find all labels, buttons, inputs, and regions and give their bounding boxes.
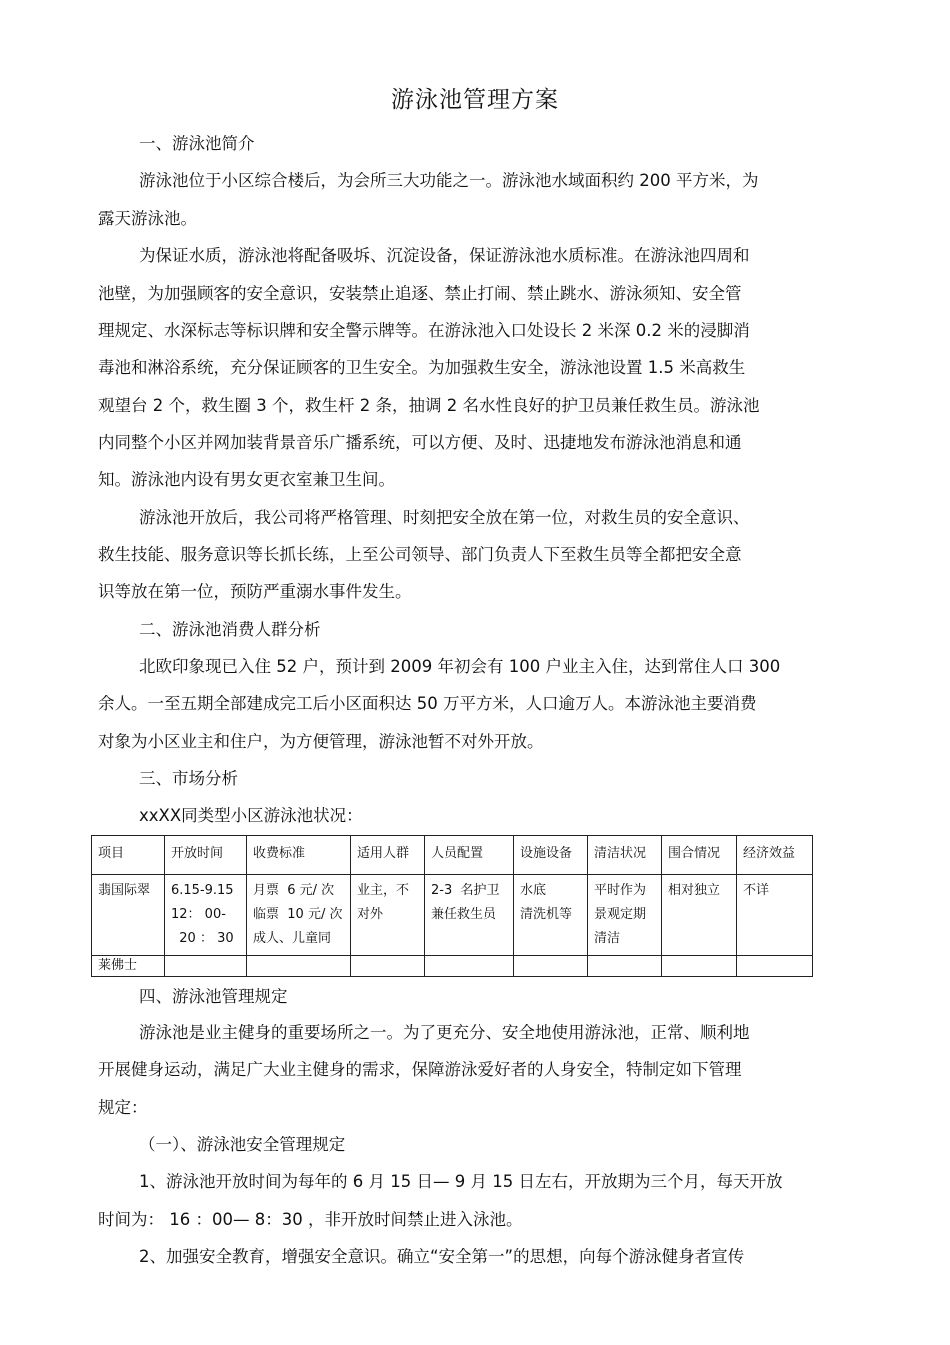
table-cell [737,956,813,977]
doc-title: 游泳池管理方案 [391,87,559,113]
table-cell [514,875,588,956]
table-cell [247,956,351,977]
table-header-cell: 清洁状况 [588,836,662,875]
paragraph-line: 理规定、水深标志等标识牌和安全警示牌等。在游泳池入口处设长 2 米深 0.2 米的浸脚消 [98,321,750,340]
table-cell [662,956,737,977]
section-heading: 二、游泳池消费人群分析 [139,620,321,639]
table-cell [165,875,247,956]
paragraph-line: 毒池和淋浴系统，充分保证顾客的卫生安全。为加强救生安全，游泳池设置 1.5 米高救生 [98,358,746,377]
table-cell-line: 兼任救生员 [431,907,497,922]
paragraph-line: 对象为小区业主和住户，为方便管理，游泳池暂不对外开放。 [98,732,544,751]
section-heading: 三、市场分析 [139,769,238,788]
paragraph-line: 余人。一至五期全部建成完工后小区面积达 50 万平方米，人口逾万人。本游泳池主要消费 [98,694,757,713]
table-header-cell: 适用人群 [351,836,425,875]
paragraph-line: 内同整个小区并网加装背景音乐广播系统，可以方便、及时、迅捷地发布游泳池消息和通 [98,433,742,452]
table-cell [351,956,425,977]
paragraph-line: 露天游泳池。 [98,209,197,228]
section-heading: 一、游泳池简介 [139,134,255,153]
paragraph-line: 游泳池是业主健身的重要场所之一。为了更充分、安全地使用游泳池，正常、顺利地 [139,1023,750,1042]
table-cell [588,875,662,956]
table-header-cell: 设施设备 [514,836,588,875]
paragraph-line: 知。游泳池内设有男女更衣室兼卫生间。 [98,470,395,489]
table-cell [662,875,737,956]
table-cell-line: 相对独立 [668,883,721,898]
table-header-cell: 人员配置 [425,836,514,875]
table-cell-line: 翡国际翠 [98,883,151,898]
table-cell-line: 业主，不 [357,883,410,898]
table-cell-line: 6.15-9.15 [171,883,234,898]
paragraph-line: 观望台 2 个，救生圈 3 个，救生杆 2 条，抽调 2 名水性良好的护卫员兼任救生员。游泳池 [98,396,760,415]
table-cell-line: 清洁 [594,931,621,946]
table-cell-line: 20 ： 30 [171,931,234,946]
table-header-cell: 围合情况 [662,836,737,875]
paragraph-line: 为保证水质，游泳池将配备吸坼、沉淀设备，保证游泳池水质标准。在游泳池四周和 [139,246,750,265]
table-cell-line: 成人、儿童同 [253,931,332,946]
paragraph-line: 北欧印象现已入住 52 户，预计到 2009 年初会有 100 户业主入住，达到常住人口 300 [139,657,781,676]
table-cell [514,956,588,977]
table-cell-line: 临票 10 元/ 次 [253,907,343,922]
paragraph-line: 游泳池位于小区综合楼后，为会所三大功能之一。游泳池水域面积约 200 平方米，为 [139,171,759,190]
market-analysis-table [91,835,813,977]
table-header-cell: 收费标准 [247,836,351,875]
table-cell [247,875,351,956]
table-cell-line: 景观定期 [594,907,647,922]
paragraph-line: 识等放在第一位，预防严重溺水事件发生。 [98,582,412,601]
table-cell-line: 平时作为 [594,883,647,898]
table-row [92,875,813,956]
table-caption: xxXX同类型小区游泳池状况： [139,806,363,825]
subsection-heading: （一）、游泳池安全管理规定 [139,1135,346,1154]
paragraph-line: 池壁，为加强顾客的安全意识，安装禁止追逐、禁止打闹、禁止跳水、游泳须知、安全管 [98,284,742,303]
table-body [92,836,813,977]
table-cell-line: 对外 [357,907,384,922]
paragraph-line: 开展健身运动，满足广大业主健身的需求，保障游泳爱好者的人身安全，特制定如下管理 [98,1060,742,1079]
paragraph-line: 游泳池开放后，我公司将严格管理、时刻把安全放在第一位，对救生员的安全意识、 [139,508,750,527]
table-header-cell: 开放时间 [165,836,247,875]
table-cell [92,956,165,977]
table-cell [588,956,662,977]
table-cell-line: 不详 [743,883,770,898]
table-cell-line: 莱佛士 [98,958,138,973]
table-header-cell: 项目 [92,836,165,875]
paragraph-line: 2、加强安全教育，增强安全意识。确立“安全第一”的思想，向每个游泳健身者宣传 [139,1247,745,1266]
table-cell-line: 水底 [520,883,547,898]
table-cell-line: 2-3 名护卫 [431,883,500,898]
table-header-cell: 经济效益 [737,836,813,875]
table-cell [351,875,425,956]
table-cell [425,875,514,956]
section-heading: 四、游泳池管理规定 [139,987,288,1006]
paragraph-line: 时间为： 16 ：00— 8：30 ，非开放时间禁止进入泳池。 [98,1210,523,1229]
paragraph-line: 救生技能、服务意识等长抓长练，上至公司领导、部门负责人下至救生员等全都把安全意 [98,545,742,564]
paragraph-line: 规定： [98,1098,148,1117]
table-cell-line: 清洗机等 [520,907,573,922]
table-cell [92,875,165,956]
table-cell [737,875,813,956]
table-header-row [92,836,813,875]
table-cell [165,956,247,977]
table-cell [425,956,514,977]
table-cell-line: 月票 6 元/ 次 [253,883,335,898]
paragraph-line: 1、游泳池开放时间为每年的 6 月 15 日— 9 月 15 日左右，开放期为三个月，每天开放 [139,1172,783,1191]
table-cell-line: 12： 00- [171,907,226,922]
table-row [92,956,813,977]
